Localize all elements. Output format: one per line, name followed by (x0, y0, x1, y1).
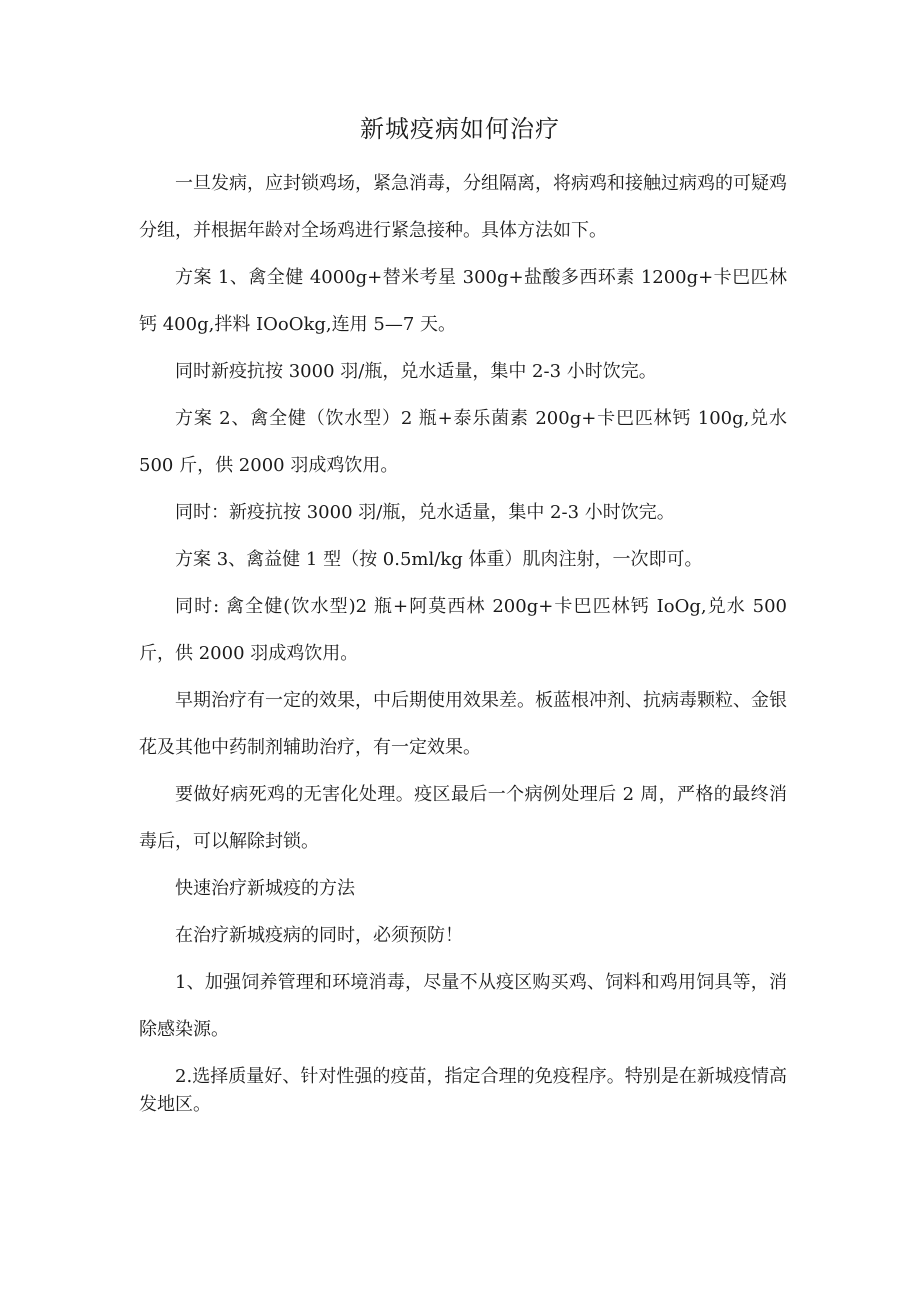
paragraph-subheading: 快速治疗新城疫的方法 (175, 878, 355, 899)
paragraph-plan-3: 方案 3、禽益健 1 型（按 0.5ml/kg 体重）肌肉注射，一次即可。 (175, 549, 703, 570)
paragraph-plan-2-concurrent: 同时：新疫抗按 3000 羽/瓶，兑水适量，集中 2-3 小时饮完。 (175, 502, 675, 523)
paragraph-plan-1-concurrent: 同时新疫抗按 3000 羽/瓶，兑水适量，集中 2-3 小时饮完。 (175, 361, 657, 382)
paragraph-early-treatment: 早期治疗有一定的效果，中后期使用效果差。板蓝根冲剂、抗病毒颗粒、金银花及其他中药制剂辅助治疗，有一定效果。 (139, 690, 787, 758)
paragraph-prevention: 在治疗新城疫病的同时，必须预防！ (175, 925, 463, 946)
document-title: 新城疫病如何治疗 (360, 115, 560, 143)
paragraph-measure-1: 1、加强饲养管理和环境消毒，尽量不从疫区购买鸡、饲料和鸡用饲具等，消除感染源。 (139, 972, 787, 1040)
paragraph-measure-2: 2.选择质量好、针对性强的疫苗，指定合理的免疫程序。特别是在新城疫情高发地区。 (139, 1066, 787, 1115)
paragraph-plan-1: 方案 1、禽全健 4000g+替米考星 300g+盐酸多西环素 1200g+卡巴匹林钙 400g,拌料 IOoOkg,连用 5—7 天。 (139, 267, 787, 335)
paragraph-emergency: 一旦发病，应封锁鸡场，紧急消毒，分组隔离，将病鸡和接触过病鸡的可疑鸡分组，并根据年龄对全场鸡进行紧急接种。具体方法如下。 (139, 173, 787, 241)
document-body (139, 160, 787, 1119)
paragraph-plan-3-concurrent: 同时: 禽全健(饮水型)2 瓶+阿莫西林 200g+卡巴匹林钙 IoOg,兑水 500 斤，供 2000 羽成鸡饮用。 (139, 596, 787, 664)
paragraph-disposal: 要做好病死鸡的无害化处理。疫区最后一个病例处理后 2 周，严格的最终消毒后，可以解除封锁。 (139, 784, 787, 852)
paragraph-plan-2: 方案 2、禽全健（饮水型）2 瓶+泰乐菌素 200g+卡巴匹林钙 100g,兑水 500 斤，供 2000 羽成鸡饮用。 (139, 408, 787, 476)
